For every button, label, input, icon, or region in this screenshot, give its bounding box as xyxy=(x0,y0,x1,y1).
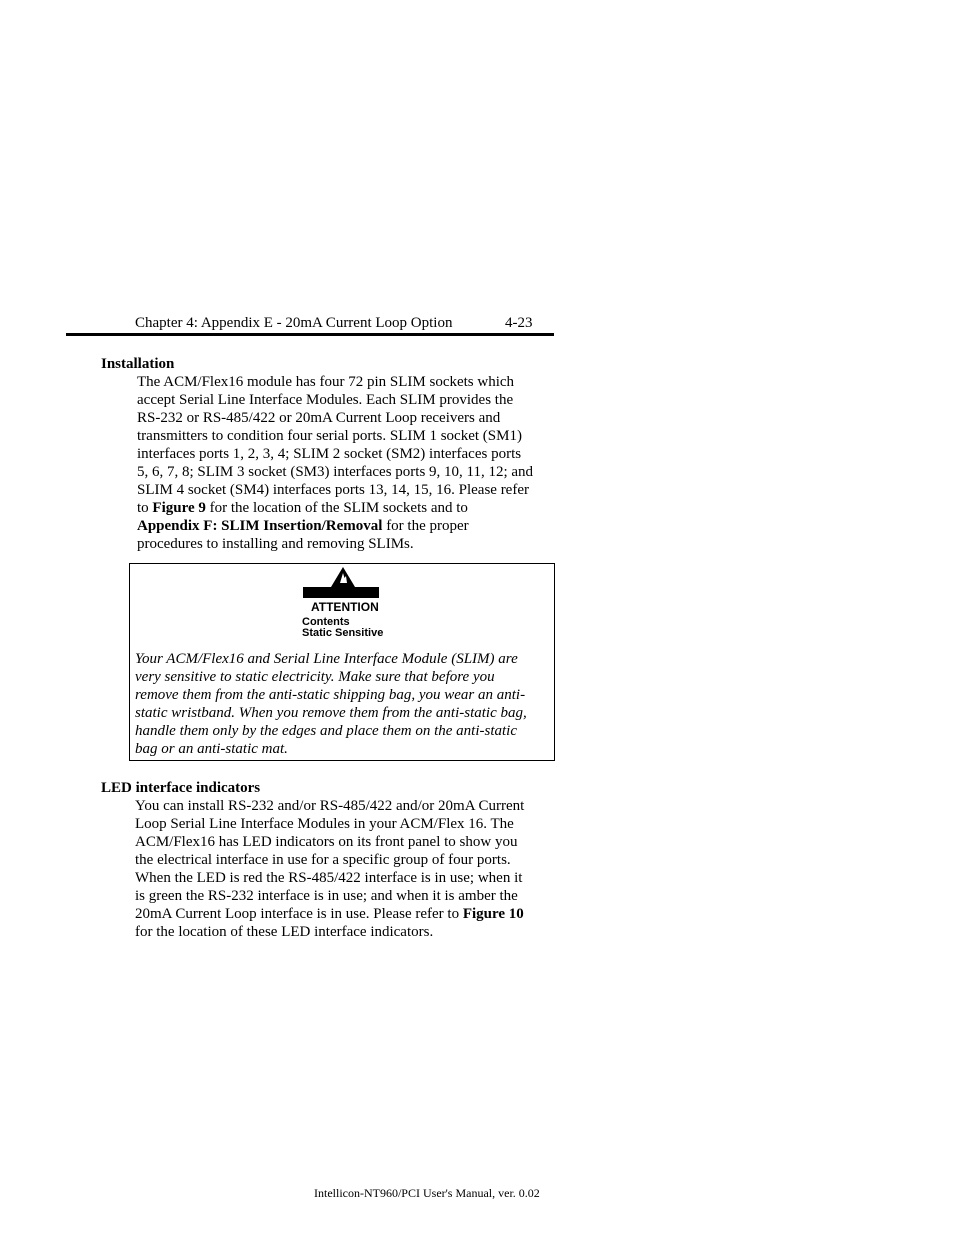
warning-line: Your ACM/Flex16 and Serial Line Interface Module (SLIM) are xyxy=(135,651,518,667)
installation-heading: Installation xyxy=(101,356,175,372)
page-footer: Intellicon-NT960/PCI User's Manual, ver. 0.02 xyxy=(314,1186,540,1200)
warning-line: handle them only by the edges and place them on the anti-static xyxy=(135,723,517,739)
paragraph-line: the electrical interface in use for a specific group of four ports. xyxy=(135,852,511,868)
paragraph-line: is green the RS-232 interface is in use; and when it is amber the xyxy=(135,888,518,904)
attention-label: ATTENTION xyxy=(311,600,379,614)
paragraph-line: transmitters to condition four serial ports. SLIM 1 socket (SM1) xyxy=(137,428,522,444)
warning-line: bag or an anti-static mat. xyxy=(135,741,288,757)
running-header-page-number: 4-23 xyxy=(505,315,533,331)
esd-symbol-base xyxy=(303,587,379,598)
paragraph-line: Appendix F: SLIM Insertion/Removal for the proper xyxy=(137,518,469,534)
running-header-chapter: Chapter 4: Appendix E - 20mA Current Loop Option xyxy=(135,315,453,331)
esd-warning-icon xyxy=(331,567,355,587)
contents-label: Contents xyxy=(302,616,350,628)
paragraph-line: 20mA Current Loop interface is in use. Please refer to Figure 10 xyxy=(135,906,524,922)
paragraph-line: SLIM 4 socket (SM4) interfaces ports 13, 14, 15, 16. Please refer xyxy=(137,482,529,498)
led-paragraph xyxy=(135,797,524,941)
paragraph-line: 5, 6, 7, 8; SLIM 3 socket (SM3) interfaces ports 9, 10, 11, 12; and xyxy=(137,464,534,480)
paragraph-line: The ACM/Flex16 module has four 72 pin SLIM sockets which xyxy=(137,374,515,390)
led-heading: LED interface indicators xyxy=(101,780,261,796)
warning-line: static wristband. When you remove them from the anti-static bag, xyxy=(135,705,527,721)
warning-line: very sensitive to static electricity. Make sure that before you xyxy=(135,669,495,685)
paragraph-line: accept Serial Line Interface Modules. Each SLIM provides the xyxy=(137,392,514,408)
paragraph-line: Loop Serial Line Interface Modules in your ACM/Flex 16. The xyxy=(135,816,514,832)
paragraph-line: When the LED is red the RS-485/422 interface is in use; when it xyxy=(135,870,523,886)
paragraph-line: You can install RS-232 and/or RS-485/422 and/or 20mA Current xyxy=(135,798,525,814)
static-sensitive-label: Static Sensitive xyxy=(302,627,384,639)
installation-paragraph xyxy=(137,373,533,553)
paragraph-line: to Figure 9 for the location of the SLIM sockets and to xyxy=(137,500,468,516)
paragraph-line: for the location of these LED interface indicators. xyxy=(135,924,434,940)
paragraph-line: RS-232 or RS-485/422 or 20mA Current Loop receivers and xyxy=(137,410,501,426)
paragraph-line: interfaces ports 1, 2, 3, 4; SLIM 2 socket (SM2) interfaces ports xyxy=(137,446,522,462)
warning-line: remove them from the anti-static shipping bag, you wear an anti- xyxy=(135,687,526,703)
paragraph-line: procedures to installing and removing SLIMs. xyxy=(137,536,414,552)
header-rule xyxy=(66,333,554,336)
paragraph-line: ACM/Flex16 has LED indicators on its front panel to show you xyxy=(135,834,518,850)
esd-warning-text xyxy=(135,650,527,758)
